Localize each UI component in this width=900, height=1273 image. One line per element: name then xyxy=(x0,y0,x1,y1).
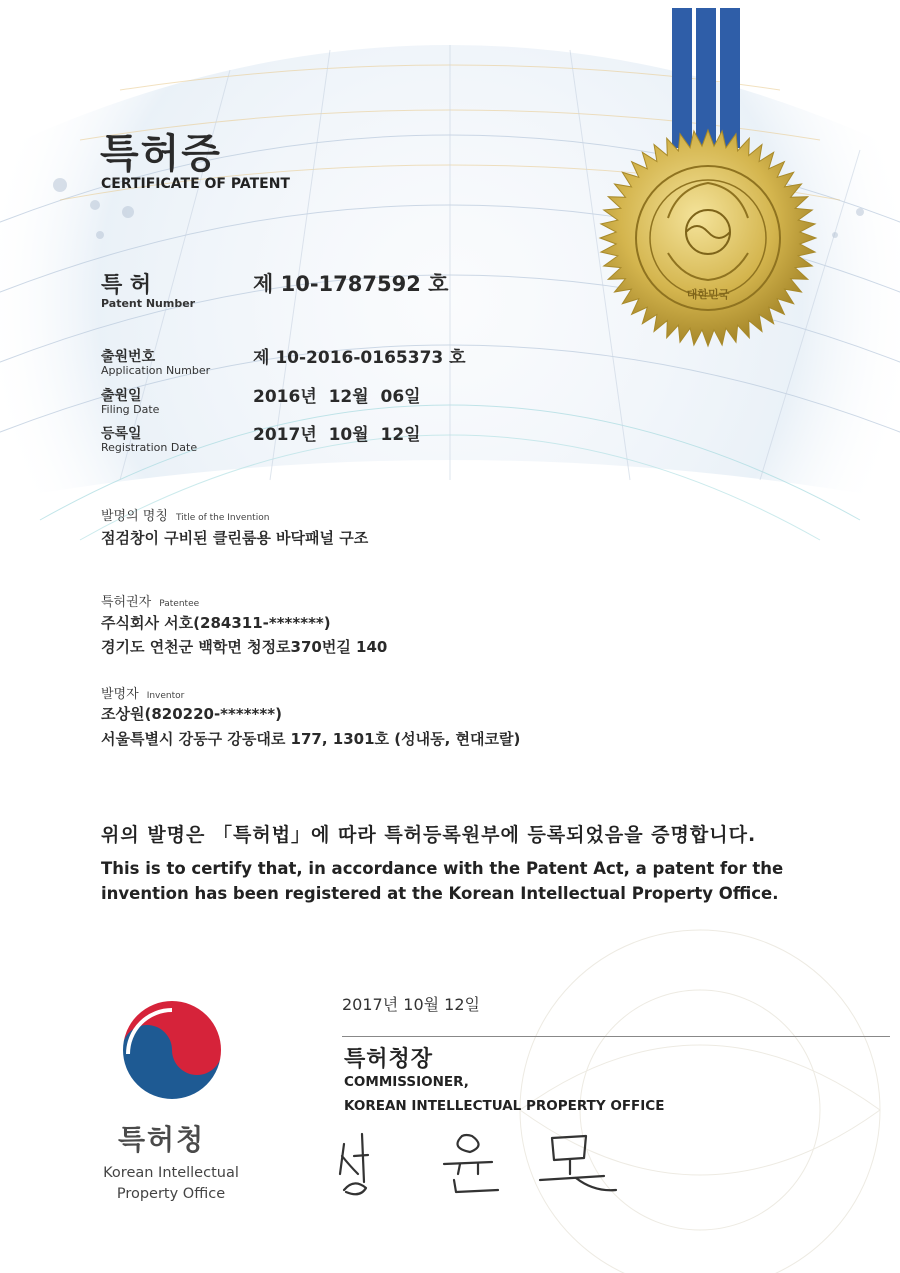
patentee-name: 주식회사 서호(284311-*******) xyxy=(101,614,331,632)
inventor-label-en: Inventor xyxy=(146,691,185,701)
patent-number-label-en: Patent Number xyxy=(101,297,196,310)
patent-number-value: 제 10-1787592 호 xyxy=(253,272,449,296)
filing-date-label: 출원일 xyxy=(101,388,142,404)
application-number-value: 제 10-2016-0165373 호 xyxy=(253,348,466,368)
seal-ribbon xyxy=(672,8,740,148)
document-title: 특허증 xyxy=(100,131,222,177)
registration-date-label-en: Registration Date xyxy=(101,441,198,454)
invention-title: 점검창이 구비된 클린룸용 바닥패널 구조 xyxy=(101,529,369,547)
certification-statement-en: This is to certify that, in accordance with the Patent Act, a patent for the invention has been registered at the Korean Intellectual Property Office. xyxy=(101,859,784,903)
patentee-label: 특허권자 xyxy=(101,595,152,610)
document-subtitle: CERTIFICATE OF PATENT xyxy=(101,176,290,192)
inventor-label: 발명자 xyxy=(101,687,139,702)
commissioner-title-en-2: KOREAN INTELLECTUAL PROPERTY OFFICE xyxy=(344,1098,665,1114)
certification-statement-ko: 위의 발명은 「특허법」에 따라 특허등록원부에 등록되었음을 증명합니다. xyxy=(101,824,757,846)
application-number-label-en: Application Number xyxy=(101,364,211,377)
registration-date-value: 2017년 10월 12일 xyxy=(253,425,421,445)
kipo-logo-icon xyxy=(118,996,226,1104)
invention-label-en: Title of the Invention xyxy=(175,513,270,523)
patentee-address: 경기도 연천군 백학면 청정로370번길 140 xyxy=(101,638,388,656)
patent-number-label: 특 허 xyxy=(101,273,152,298)
gold-seal-icon xyxy=(598,128,818,348)
invention-label: 발명의 명칭 xyxy=(101,509,168,524)
inventor-name: 조상원(820220-*******) xyxy=(101,705,282,723)
issue-date: 2017년 10월 12일 xyxy=(342,995,480,1014)
filing-date-value: 2016년 12월 06일 xyxy=(253,387,421,407)
filing-date-label-en: Filing Date xyxy=(101,403,160,416)
patentee-label-en: Patentee xyxy=(159,599,200,609)
office-name-ko: 특허청 xyxy=(118,1123,206,1156)
invention-label-row xyxy=(101,505,269,524)
seal-inscription: 대한민국 xyxy=(686,288,730,301)
patentee-label-row xyxy=(101,591,199,610)
commissioner-signature xyxy=(332,1122,632,1200)
commissioner-divider xyxy=(342,1036,890,1037)
inventor-address: 서울특별시 강동구 강동대로 177, 1301호 (성내동, 현대코랄) xyxy=(101,730,521,748)
office-name-en: Korean Intellectual Property Office xyxy=(103,1165,239,1202)
commissioner-title-en-1: COMMISSIONER, xyxy=(344,1074,469,1090)
application-number-label: 출원번호 xyxy=(101,349,156,365)
registration-date-label: 등록일 xyxy=(101,426,142,442)
commissioner-title-ko: 특허청장 xyxy=(344,1047,434,1072)
inventor-label-row xyxy=(101,683,184,702)
